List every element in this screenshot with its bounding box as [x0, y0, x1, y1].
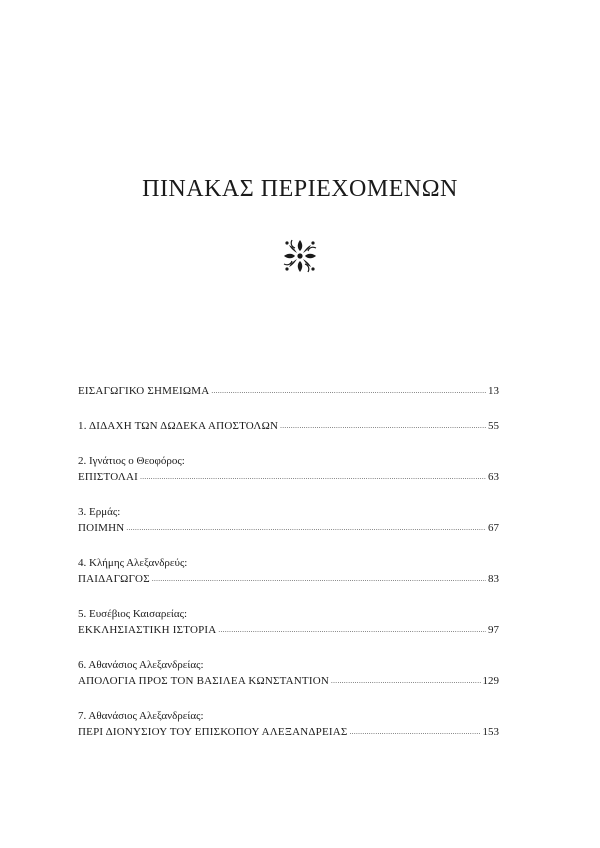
- toc-entry[interactable]: [78, 555, 499, 587]
- toc-line: [78, 383, 499, 399]
- toc-title: ΠΟΙΜΗΝ: [78, 522, 125, 534]
- toc-entry[interactable]: [78, 418, 499, 434]
- table-of-contents: [78, 383, 499, 740]
- toc-title: ΕΙΣΑΓΩΓΙΚΟ ΣΗΜΕΙΩΜΑ: [78, 385, 210, 397]
- toc-title: ΕΠΙΣΤΟΛΑΙ: [78, 471, 139, 483]
- toc-author: 4. Κλήμης Αλεξανδρεύς:: [78, 557, 188, 569]
- toc-leader-dots: [211, 382, 486, 399]
- toc-line: [78, 571, 499, 587]
- toc-line: [78, 520, 499, 536]
- toc-author: 2. Ιγνάτιος ο Θεοφόρος:: [78, 455, 185, 467]
- toc-leader-dots: [218, 621, 486, 638]
- toc-line: [78, 673, 499, 689]
- toc-page-number: 55: [488, 420, 499, 432]
- toc-entry[interactable]: [78, 606, 499, 638]
- toc-line: [78, 469, 499, 485]
- toc-entry[interactable]: [78, 708, 499, 740]
- toc-author: 5. Ευσέβιος Καισαρείας:: [78, 608, 188, 620]
- toc-title: ΑΠΟΛΟΓΙΑ ΠΡΟΣ ΤΟΝ ΒΑΣΙΛΕΑ ΚΩΝΣΤΑΝΤΙΟΝ: [78, 675, 329, 687]
- toc-entry[interactable]: [78, 504, 499, 536]
- toc-page-number: 97: [488, 624, 499, 636]
- toc-leader-dots: [140, 468, 486, 485]
- toc-title: ΠΕΡΙ ΔΙΟΝΥΣΙΟΥ ΤΟΥ ΕΠΙΣΚΟΠΟΥ ΑΛΕΞΑΝΔΡΕΙΑΣ: [78, 726, 348, 738]
- toc-entry[interactable]: [78, 453, 499, 485]
- toc-author: 6. Αθανάσιος Αλεξανδρείας:: [78, 659, 204, 671]
- toc-page-number: 153: [482, 726, 499, 738]
- toc-page-number: 13: [488, 385, 499, 397]
- toc-page-number: 63: [488, 471, 499, 483]
- toc-entry[interactable]: [78, 657, 499, 689]
- toc-page-number: 67: [488, 522, 499, 534]
- toc-line: [78, 622, 499, 638]
- toc-page-number: 129: [482, 675, 499, 687]
- toc-author: 3. Ερμάς:: [78, 506, 121, 518]
- toc-title: ΕΚΚΛΗΣΙΑΣΤΙΚΗ ΙΣΤΟΡΙΑ: [78, 624, 217, 636]
- toc-leader-dots: [280, 417, 486, 434]
- toc-page-number: 83: [488, 573, 499, 585]
- toc-line: [78, 724, 499, 740]
- toc-author: 7. Αθανάσιος Αλεξανδρείας:: [78, 710, 204, 722]
- toc-line: [78, 418, 499, 434]
- toc-leader-dots: [350, 723, 481, 740]
- toc-leader-dots: [126, 519, 486, 536]
- toc-leader-dots: [152, 570, 486, 587]
- toc-title: 1. ΔΙΔΑΧΗ ΤΩΝ ΔΩΔΕΚΑ ΑΠΟΣΤΟΛΩΝ: [78, 420, 279, 432]
- toc-entry[interactable]: [78, 383, 499, 399]
- toc-leader-dots: [331, 672, 481, 689]
- page-title: ΠΙΝΑΚΑΣ ΠΕΡΙΕΧΟΜΕΝΩΝ: [142, 176, 458, 202]
- floral-ornament-icon: [280, 236, 320, 276]
- toc-title: ΠΑΙΔΑΓΩΓΟΣ: [78, 573, 150, 585]
